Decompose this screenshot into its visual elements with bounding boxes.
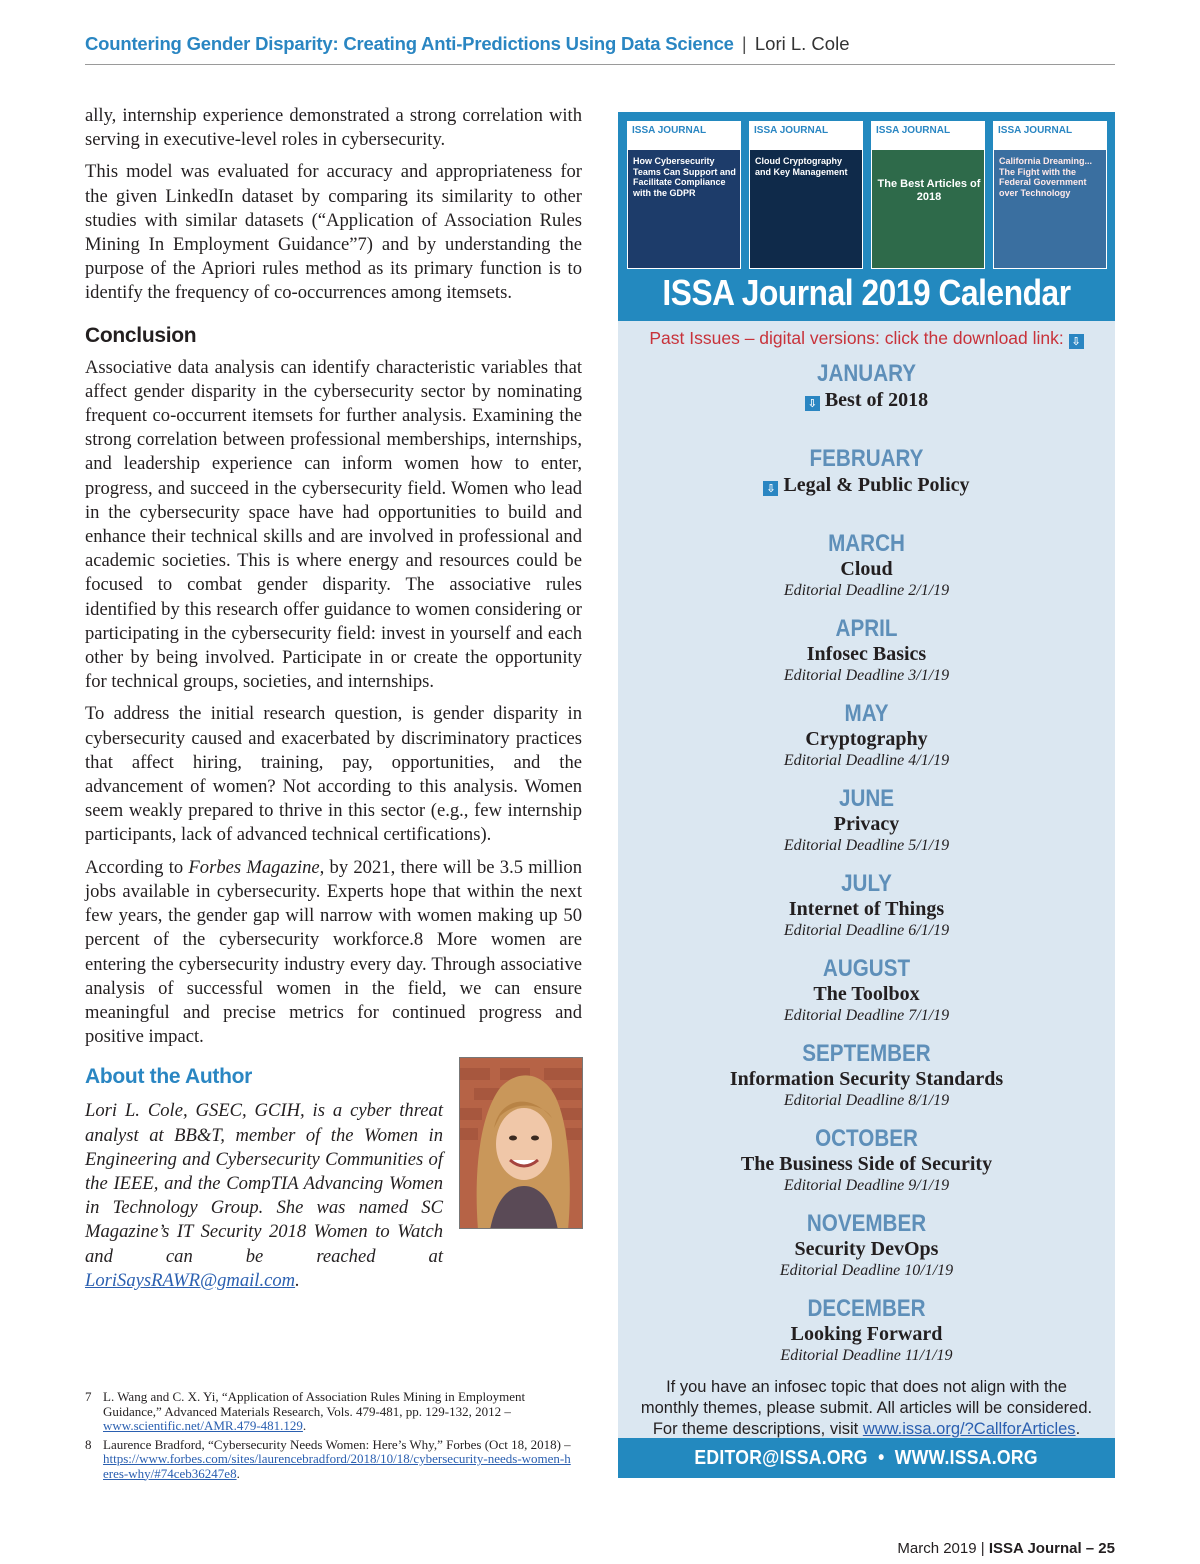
paragraph-2: This model was evaluated for accuracy and appropriateness for the given LinkedIn dataset by comparing its similarity to other studies with similar datasets (“Application of Association Rules Mining In Employment Guidance”7) and by understanding the purpose of the Apriori rules method as its primary function is to identify the frequency of co-occurrences among itemsets. bbox=[85, 161, 582, 304]
cover-title: How Cybersecurity Teams Can Support and Facilitate Compliance with the GDPR bbox=[633, 156, 736, 198]
cover-issue-2[interactable] bbox=[749, 121, 863, 269]
cover-logo: ISSA JOURNAL bbox=[632, 125, 707, 136]
month-deadline: Editorial Deadline 4/1/19 bbox=[783, 752, 950, 769]
journal-page: ISSA Journal – 25 bbox=[988, 1540, 1115, 1557]
article-column bbox=[85, 104, 582, 1291]
footnote-7 bbox=[85, 1390, 575, 1434]
footnote-number: 7 bbox=[85, 1389, 92, 1404]
about-author-heading: About the Author bbox=[85, 1065, 253, 1089]
month-name: FEBRUARY bbox=[809, 445, 924, 472]
month-topic: Infosec Basics bbox=[806, 643, 927, 665]
calendar-title: ISSA Journal 2019 Calendar bbox=[662, 272, 1071, 313]
month-february bbox=[618, 445, 1115, 530]
month-deadline: Editorial Deadline 10/1/19 bbox=[779, 1262, 954, 1279]
month-deadline: Editorial Deadline 11/1/19 bbox=[780, 1347, 953, 1364]
cover-title: The Best Articles of 2018 bbox=[877, 178, 981, 203]
running-header bbox=[85, 33, 1115, 65]
month-march bbox=[618, 530, 1115, 615]
month-deadline: Editorial Deadline 6/1/19 bbox=[783, 922, 950, 939]
cover-issue-4[interactable] bbox=[993, 121, 1107, 269]
footnotes bbox=[85, 1390, 575, 1485]
month-topic: Cloud bbox=[840, 558, 893, 580]
note-line-1: If you have an infosec topic that does not align with the bbox=[666, 1378, 1067, 1396]
note-line-2: monthly themes, please submit. All articles will be considered. bbox=[640, 1399, 1093, 1417]
footnote-text: Laurence Bradford, “Cybersecurity Needs Women: Here’s Why,” Forbes (Oct 18, 2018) – bbox=[103, 1436, 571, 1452]
month-name: MAY bbox=[844, 700, 889, 727]
page-footer bbox=[897, 1540, 1115, 1557]
download-icon: ⇩ bbox=[1069, 334, 1084, 349]
month-name: MARCH bbox=[828, 530, 905, 557]
month-deadline: Editorial Deadline 8/1/19 bbox=[783, 1092, 950, 1109]
month-topic: Cryptography bbox=[805, 728, 928, 750]
journal-covers bbox=[627, 121, 1106, 269]
month-list bbox=[618, 360, 1115, 1380]
p5-rest: , by 2021, there will be 3.5 million jobs available in cybersecurity. Experts hope that within the next few years, the gender gap will narrow with women making up 50 percent of the cybersecurity workforce.8 More women are entering the cybersecurity industry every day. Through associative analysis of successful women in the field, we can ensure meaningful and precise metrics for continued progress and positive impact. bbox=[85, 856, 582, 1048]
issue-date: March 2019 bbox=[897, 1540, 977, 1557]
footnote-end: . bbox=[302, 1418, 307, 1433]
author-bio-wrap bbox=[85, 1099, 443, 1293]
month-topic-link[interactable] bbox=[618, 389, 1115, 412]
about-author-section bbox=[85, 1065, 582, 1291]
month-name: OCTOBER bbox=[815, 1125, 918, 1152]
call-for-articles-link[interactable]: www.issa.org/?CallforArticles bbox=[862, 1420, 1076, 1438]
month-topic: Information Security Standards bbox=[729, 1068, 1004, 1090]
month-topic: Looking Forward bbox=[790, 1323, 943, 1345]
footnote-link[interactable]: www.scientific.net/AMR.479-481.129 bbox=[103, 1418, 303, 1433]
month-topic: The Business Side of Security bbox=[740, 1153, 993, 1175]
month-topic: The Toolbox bbox=[813, 983, 920, 1005]
cover-title: California Dreaming... The Fight with the Federal Government over Technology bbox=[999, 156, 1093, 198]
month-deadline: Editorial Deadline 9/1/19 bbox=[783, 1177, 950, 1194]
month-april bbox=[618, 615, 1115, 700]
month-name: DECEMBER bbox=[807, 1295, 926, 1322]
author-bio-end: . bbox=[295, 1269, 300, 1291]
calendar-banner bbox=[618, 112, 1115, 321]
cover-issue-1[interactable] bbox=[627, 121, 741, 269]
month-deadline: Editorial Deadline 3/1/19 bbox=[783, 667, 950, 684]
month-name: APRIL bbox=[835, 615, 898, 642]
article-title: Countering Gender Disparity: Creating Anti-Predictions Using Data Science bbox=[85, 33, 734, 54]
month-october bbox=[618, 1125, 1115, 1210]
download-icon: ⇩ bbox=[805, 396, 820, 411]
header-author: Lori L. Cole bbox=[754, 33, 850, 54]
month-june bbox=[618, 785, 1115, 870]
author-bio bbox=[85, 1099, 582, 1293]
month-topic: Legal & Public Policy bbox=[783, 474, 970, 496]
month-deadline: Editorial Deadline 5/1/19 bbox=[783, 837, 950, 854]
paragraph-5 bbox=[85, 856, 582, 1050]
paragraph-3: Associative data analysis can identify characteristic variables that affect gender disparity in the cybersecurity sector by nominating frequent co-occurrent itemsets for further analysis. Examining the strong correlation between professional memberships, internships, and leadership experience can inform women how to enter, progress, and succeed in the cybersecurity field. Women who lead in the cybersecurity space have had opportunities to build and enhance their technical skills and are involved in professional and academic societies. This is where energy and resources could be focused to combat gender disparity. The associative rules identified by this research offer guidance to women considering or participating in the cybersecurity field: invest in yourself and each other by being involved. Participate in or create the opportunity for technical groups, societies, and internships. bbox=[85, 356, 582, 693]
issa-calendar-sidebar bbox=[618, 112, 1115, 1478]
author-bio-text: Lori L. Cole, GSEC, GCIH, is a cyber threat analyst at BB&T, member of the Women in Engineering and Cybersecurity Communities of the IEEE, and the CompTIA Advancing Women in Technology Group. She was named SC Magazine’s IT Security 2018 Women to Watch and can be reached at bbox=[85, 1100, 443, 1267]
month-name: AUGUST bbox=[822, 955, 911, 982]
p5-start: According to bbox=[85, 856, 189, 878]
submission-note bbox=[618, 1377, 1115, 1440]
month-july bbox=[618, 870, 1115, 955]
footnote-text: L. Wang and C. X. Yi, “Application of Association Rules Mining in Employment Guidance,” Advanced Materials Research, Vols. 479-481, pp. 129-132, 2012 – bbox=[103, 1389, 526, 1419]
cover-logo: ISSA JOURNAL bbox=[998, 125, 1073, 136]
header-separator: | bbox=[741, 33, 747, 54]
month-name: SEPTEMBER bbox=[802, 1040, 931, 1067]
month-name: JUNE bbox=[838, 785, 895, 812]
note-end: . bbox=[1075, 1420, 1081, 1438]
month-december bbox=[618, 1295, 1115, 1380]
cover-logo: ISSA JOURNAL bbox=[876, 125, 951, 136]
footnote-8 bbox=[85, 1438, 575, 1482]
paragraph-4: To address the initial research question, is gender disparity in cybersecurity caused and exacerbated by discriminatory practices that affect hiring, training, pay, opportunities, and the advancement of women? Not according to this analysis. Women seem weakly prepared to thrive in this sector (e.g., few internship participants, lack of advanced technical certifications). bbox=[85, 703, 582, 846]
contact-footer bbox=[618, 1438, 1115, 1478]
download-icon: ⇩ bbox=[763, 481, 778, 496]
note-line-3 bbox=[618, 1419, 1115, 1440]
footnote-end: . bbox=[236, 1465, 240, 1481]
footnote-link[interactable]: https://www.forbes.com/sites/laurencebradford/2018/10/18/cybersecurity-needs-women-heres-why/#74ceb36247e8 bbox=[103, 1451, 571, 1481]
month-topic: Internet of Things bbox=[788, 898, 945, 920]
month-deadline: Editorial Deadline 2/1/19 bbox=[783, 582, 950, 599]
cover-title: Cloud Cryptography and Key Management bbox=[755, 156, 848, 177]
month-may bbox=[618, 700, 1115, 785]
p5-forbes: Forbes Magazine bbox=[188, 856, 320, 878]
month-name: JANUARY bbox=[816, 360, 917, 387]
footnote-number: 8 bbox=[85, 1436, 92, 1452]
month-topic: Security DevOps bbox=[794, 1238, 939, 1260]
month-topic: Best of 2018 bbox=[824, 389, 929, 411]
month-deadline: Editorial Deadline 7/1/19 bbox=[783, 1007, 950, 1024]
cover-issue-3[interactable] bbox=[871, 121, 985, 269]
cover-logo: ISSA JOURNAL bbox=[754, 125, 829, 136]
month-topic-link[interactable] bbox=[618, 474, 1115, 497]
month-topic: Privacy bbox=[833, 813, 900, 835]
month-name: JULY bbox=[841, 870, 892, 897]
month-name: NOVEMBER bbox=[806, 1210, 927, 1237]
note-line-3-text: For theme descriptions, visit bbox=[652, 1420, 863, 1438]
month-january bbox=[618, 360, 1115, 445]
past-issues-note bbox=[618, 328, 1115, 349]
month-august bbox=[618, 955, 1115, 1040]
month-november bbox=[618, 1210, 1115, 1295]
footer-separator: | bbox=[980, 1540, 985, 1557]
past-issues-text: Past Issues – digital versions: click the download link: bbox=[649, 328, 1064, 348]
conclusion-heading: Conclusion bbox=[85, 323, 197, 347]
paragraph-1: ally, internship experience demonstrated a strong correlation with serving in executive-level roles in cybersecurity. bbox=[85, 105, 582, 151]
month-september bbox=[618, 1040, 1115, 1125]
author-email-link[interactable]: LoriSaysRAWR@gmail.com bbox=[85, 1269, 296, 1291]
contact-links[interactable]: EDITOR@ISSA.ORG • WWW.ISSA.ORG bbox=[694, 1447, 1039, 1469]
